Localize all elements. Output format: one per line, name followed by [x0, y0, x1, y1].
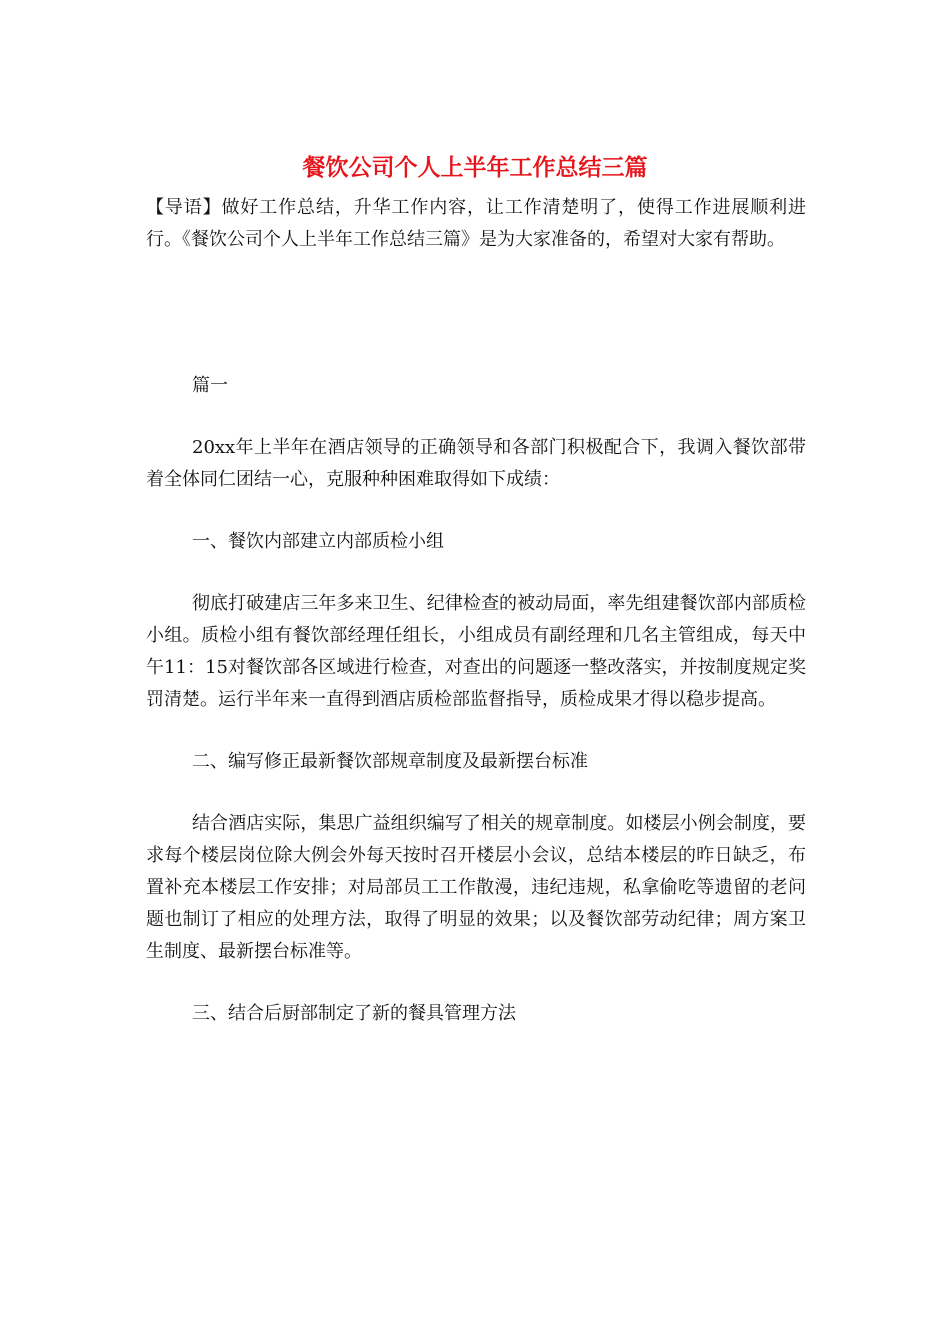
- spacer: [146, 256, 806, 370]
- paragraph: 20xx年上半年在酒店领导的正确领导和各部门积极配合下，我调入餐饮部带着全体同仁团结一心，克服种种困难取得如下成绩：: [146, 437, 806, 490]
- spacer: [146, 778, 806, 808]
- intro-paragraph: 【导语】做好工作总结，升华工作内容，让工作清楚明了，使得工作进展顺利进行。《餐饮公司个人上半年工作总结三篇》是为大家准备的，希望对大家有帮助。: [146, 197, 806, 250]
- spacer: [146, 558, 806, 588]
- spacer: [146, 716, 806, 746]
- subheading: 一、餐饮内部建立内部质检小组: [192, 531, 444, 552]
- spacer: [146, 968, 806, 998]
- paragraph: 彻底打破建店三年多来卫生、纪律检查的被动局面，率先组建餐饮部内部质检小组。质检小组有餐饮部经理任组长，小组成员有副经理和几名主管组成，每天中午11：15对餐饮部各区域进行检查，对查出的问题逐一整改落实，并按制度规定奖罚清楚。运行半年来一直得到酒店质检部监督指导，质检成果才得以稳步提高。: [146, 593, 806, 710]
- section-heading: 篇一: [192, 375, 228, 396]
- document-title: 餐饮公司个人上半年工作总结三篇: [302, 154, 648, 181]
- spacer: [146, 496, 806, 526]
- subheading: 三、结合后厨部制定了新的餐具管理方法: [192, 1003, 516, 1024]
- paragraph: 结合酒店实际，集思广益组织编写了相关的规章制度。如楼层小例会制度，要求每个楼层岗位除大例会外每天按时召开楼层小会议，总结本楼层的昨日缺乏，布置补充本楼层工作安排；对局部员工工作散漫，违纪违规，私拿偷吃等遗留的老问题也制订了相应的处理方法，取得了明显的效果；以及餐饮部劳动纪律；周方案卫生制度、最新摆台标准等。: [146, 813, 806, 962]
- subheading: 二、编写修正最新餐饮部规章制度及最新摆台标准: [192, 751, 588, 772]
- document-body: [146, 192, 806, 1030]
- spacer: [146, 402, 806, 432]
